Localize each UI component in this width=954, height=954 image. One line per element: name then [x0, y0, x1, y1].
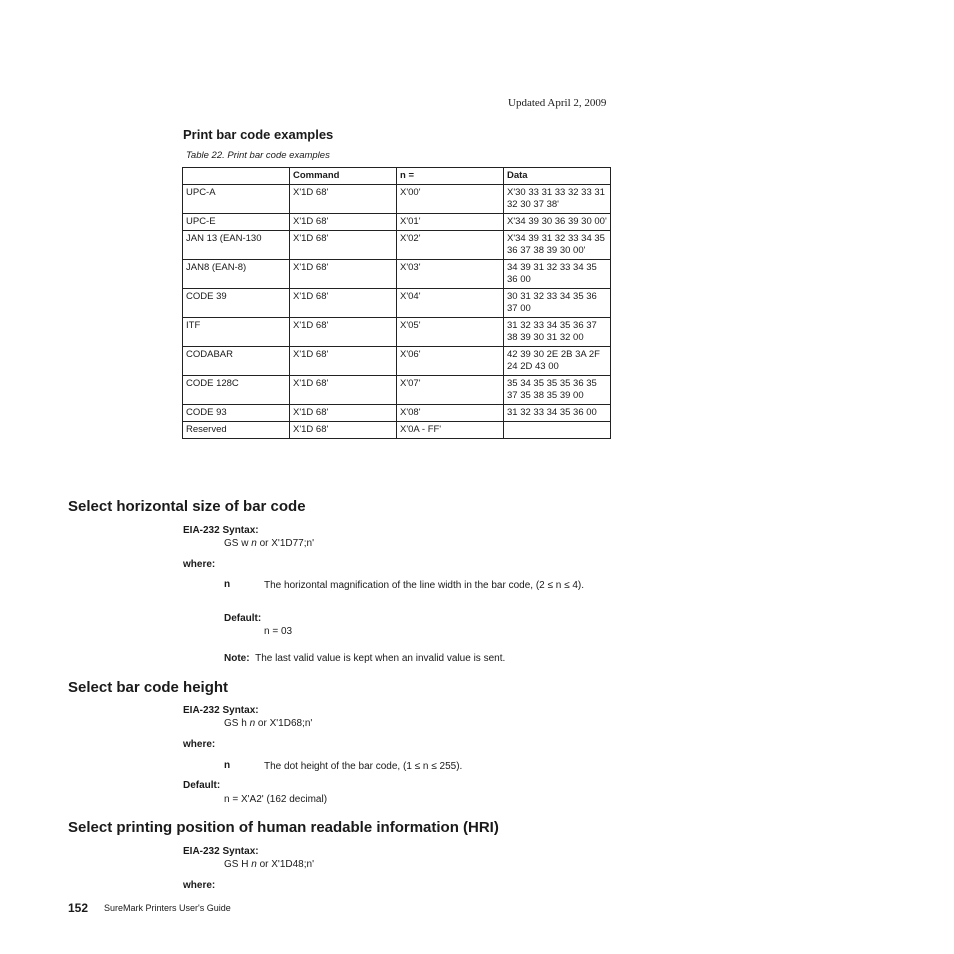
table-cell: UPC-E [183, 214, 290, 231]
table-row [183, 376, 611, 405]
syntax-value [224, 718, 312, 729]
param-description: The horizontal magnification of the line width in the bar code, (2 ≤ n ≤ 4). [264, 580, 585, 591]
table-cell: X'06' [397, 347, 504, 376]
updated-date: Updated April 2, 2009 [508, 97, 607, 109]
table-row [183, 231, 611, 260]
table-cell: X'0A - FF' [397, 422, 504, 439]
column-header: Command [290, 168, 397, 185]
table-row [183, 405, 611, 422]
hri-heading: Select printing position of human readable information (HRI) [68, 819, 499, 836]
table-cell: X'00' [397, 185, 504, 214]
table-cell: X'30 33 31 33 32 33 31 32 30 37 38' [504, 185, 611, 214]
column-header: n = [397, 168, 504, 185]
syntax-value [224, 538, 314, 549]
height-heading: Select bar code height [68, 679, 229, 696]
table-cell: JAN8 (EAN-8) [183, 260, 290, 289]
table-cell: 30 31 32 33 34 35 36 37 00 [504, 289, 611, 318]
syntax-prefix: GS h [224, 718, 250, 729]
examples-heading: Print bar code examples [183, 127, 334, 142]
default-value: n = 03 [264, 626, 293, 637]
table-cell: X'34 39 31 32 33 34 35 36 37 38 39 30 00' [504, 231, 611, 260]
table-cell: X'1D 68' [290, 289, 397, 318]
table-cell: CODE 39 [183, 289, 290, 318]
table-cell: UPC-A [183, 185, 290, 214]
param-name: n [224, 760, 231, 771]
table-caption: Table 22. Print bar code examples [186, 150, 330, 161]
syntax-suffix: or X'1D68;n' [255, 718, 313, 729]
table-cell [504, 422, 611, 439]
table-cell: 34 39 31 32 33 34 35 36 00 [504, 260, 611, 289]
table-cell: X'1D 68' [290, 405, 397, 422]
table-cell: X'1D 68' [290, 376, 397, 405]
note [224, 653, 505, 664]
syntax-param: n [251, 538, 257, 549]
table-cell: ITF [183, 318, 290, 347]
table-cell: 35 34 35 35 35 36 35 37 35 38 35 39 00 [504, 376, 611, 405]
table-cell: X'08' [397, 405, 504, 422]
table-cell: X'1D 68' [290, 214, 397, 231]
table-row [183, 260, 611, 289]
table-cell: X'07' [397, 376, 504, 405]
table-cell: X'1D 68' [290, 422, 397, 439]
table-cell: X'01' [397, 214, 504, 231]
table-cell: X'1D 68' [290, 260, 397, 289]
where-label: where: [183, 559, 216, 570]
syntax-value [224, 859, 314, 870]
note-label: Note: [224, 653, 250, 664]
table-header-row [183, 168, 611, 185]
table-cell: CODE 93 [183, 405, 290, 422]
bar-code-examples-table [182, 167, 611, 439]
table-cell: X'02' [397, 231, 504, 260]
table-row [183, 318, 611, 347]
table-cell: CODE 128C [183, 376, 290, 405]
syntax-suffix: or X'1D48;n' [256, 859, 314, 870]
syntax-label: EIA-232 Syntax: [183, 846, 259, 857]
horizontal-size-heading: Select horizontal size of bar code [68, 498, 306, 515]
table-cell: X'05' [397, 318, 504, 347]
default-label: Default: [224, 613, 262, 624]
table-cell: 31 32 33 34 35 36 37 38 39 30 31 32 00 [504, 318, 611, 347]
syntax-param: n [251, 859, 257, 870]
book-title: SureMark Printers User's Guide [104, 903, 231, 913]
where-label: where: [183, 880, 216, 891]
table-cell: Reserved [183, 422, 290, 439]
table-row [183, 347, 611, 376]
default-label: Default: [183, 780, 221, 791]
column-header [183, 168, 290, 185]
table-cell: X'34 39 30 36 39 30 00' [504, 214, 611, 231]
table-cell: X'04' [397, 289, 504, 318]
note-text: The last valid value is kept when an invalid value is sent. [255, 653, 506, 664]
column-header: Data [504, 168, 611, 185]
syntax-label: EIA-232 Syntax: [183, 525, 259, 536]
syntax-prefix: GS w [224, 538, 252, 549]
table-cell: 42 39 30 2E 2B 3A 2F 24 2D 43 00 [504, 347, 611, 376]
table-cell: X'1D 68' [290, 185, 397, 214]
syntax-label: EIA-232 Syntax: [183, 705, 259, 716]
default-value: n = X'A2' (162 decimal) [224, 794, 328, 805]
param-name: n [224, 579, 231, 590]
table-cell: X'1D 68' [290, 231, 397, 260]
table-cell: X'1D 68' [290, 318, 397, 347]
table-cell: X'1D 68' [290, 347, 397, 376]
syntax-prefix: GS H [224, 859, 252, 870]
syntax-suffix: or X'1D77;n' [256, 538, 314, 549]
table-cell: X'03' [397, 260, 504, 289]
table-cell: 31 32 33 34 35 36 00 [504, 405, 611, 422]
table-cell: CODABAR [183, 347, 290, 376]
table-cell: JAN 13 (EAN-130 [183, 231, 290, 260]
where-label: where: [183, 739, 216, 750]
table-row [183, 289, 611, 318]
table-row [183, 214, 611, 231]
page-number: 152 [68, 901, 89, 915]
table-row [183, 422, 611, 439]
param-description: The dot height of the bar code, (1 ≤ n ≤ 255). [264, 761, 463, 772]
table-row [183, 185, 611, 214]
syntax-param: n [249, 718, 256, 729]
